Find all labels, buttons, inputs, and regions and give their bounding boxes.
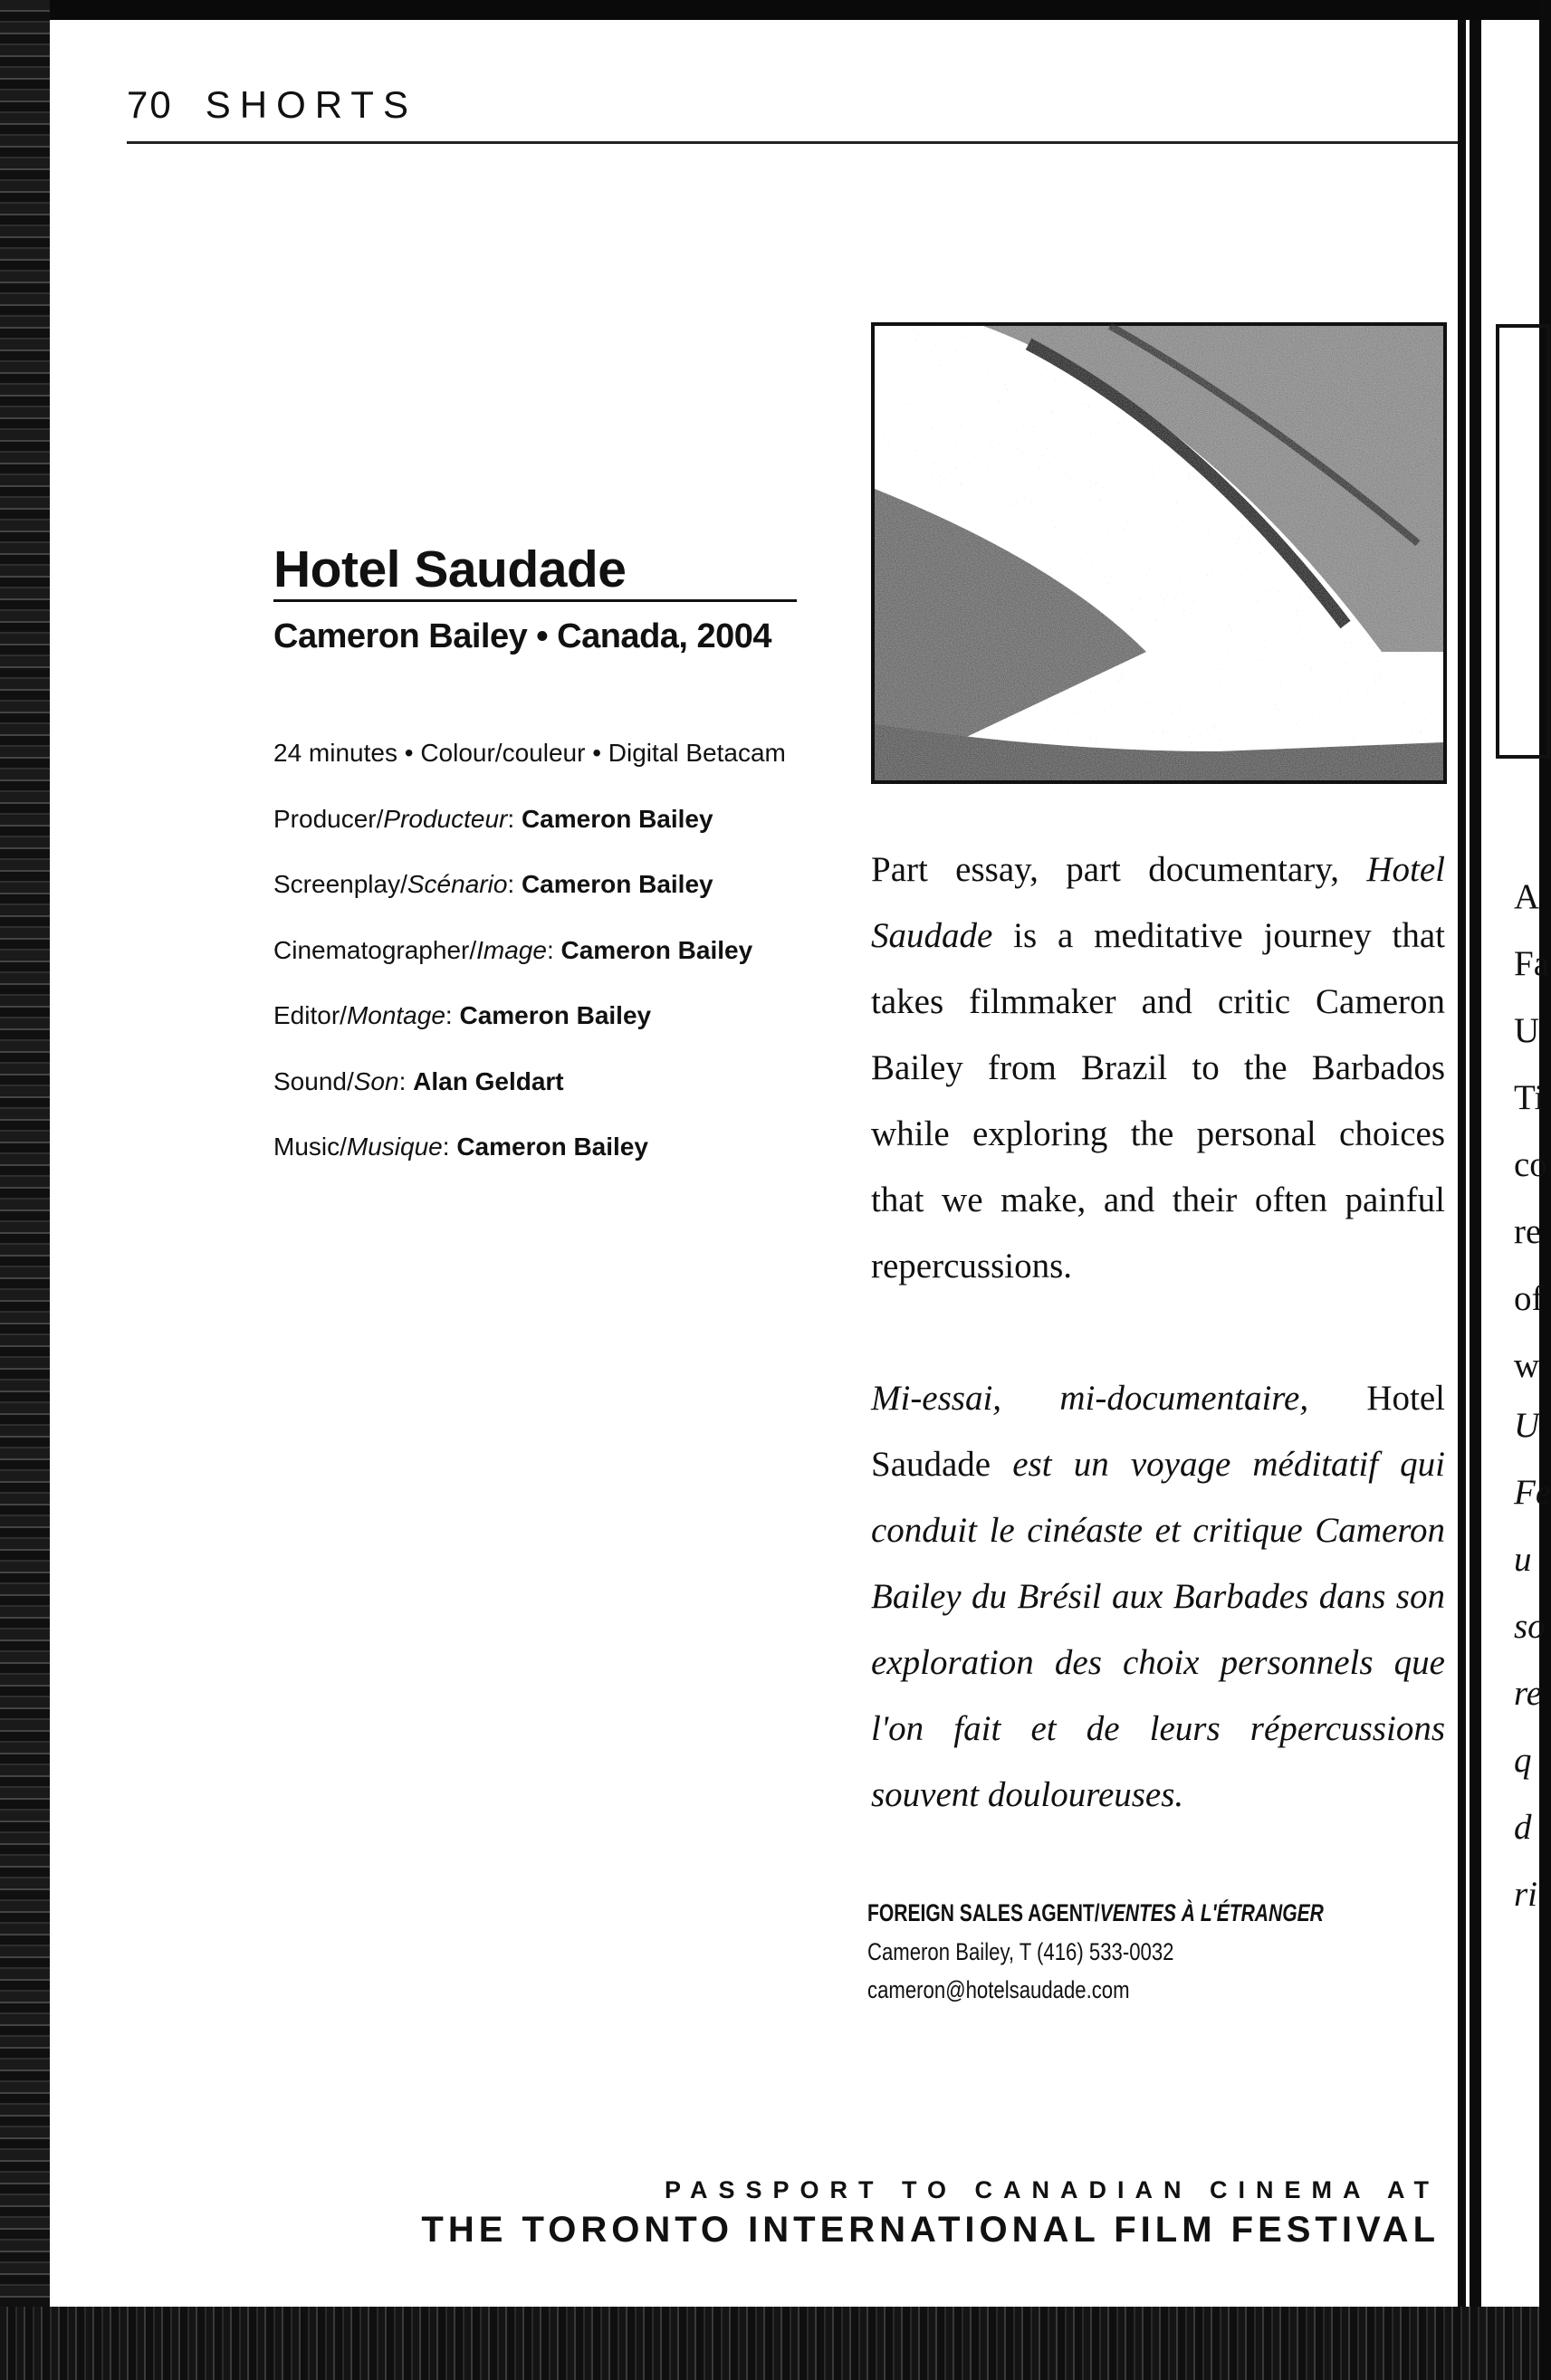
page-footer	[421, 2176, 1440, 2251]
adjacent-text-fragment: U	[1514, 1011, 1540, 1050]
adjacent-text-fragment: w	[1514, 1346, 1540, 1385]
adjacent-text-fragment: ri	[1514, 1875, 1538, 1914]
footer-tagline: PASSPORT TO CANADIAN CINEMA AT	[664, 2176, 1440, 2203]
sales-agent	[867, 1899, 1443, 2009]
page-number: 70	[127, 83, 173, 126]
page-gutter	[1458, 20, 1481, 2307]
adjacent-text-fragment: U	[1514, 1406, 1540, 1445]
adjacent-page-fragment	[1481, 20, 1551, 2307]
adjacent-text-fragment: A	[1514, 877, 1540, 916]
credit-row: Editor/Montage: Cameron Bailey	[273, 1001, 652, 1029]
adjacent-text-fragment: co	[1514, 1145, 1547, 1184]
sales-contact: Cameron Bailey, T (416) 533-0032	[867, 1938, 1174, 1965]
adjacent-text-fragment: re	[1514, 1674, 1543, 1713]
sales-email[interactable]: cameron@hotelsaudade.com	[867, 1976, 1130, 2003]
film-title: Hotel Saudade	[273, 540, 627, 598]
adjacent-photo	[1496, 324, 1550, 759]
adjacent-text-fragment: of	[1514, 1279, 1544, 1318]
title-underline	[273, 599, 797, 602]
footer-festival: THE TORONTO INTERNATIONAL FILM FESTIVAL	[421, 2210, 1440, 2250]
adjacent-text-fragment: q	[1514, 1741, 1532, 1780]
film-still-image	[875, 326, 1443, 780]
adjacent-text-fragment: re	[1514, 1212, 1542, 1251]
description-english: Part essay, part documentary, Hotel Saudade is a meditative journey that takes filmmaker and critic Cameron Bailey from Brazil to the Barbados while exploring the personal choices that we make, and their often painful repercussions.	[871, 850, 1446, 1286]
credit-row: Producer/Producteur: Cameron Bailey	[273, 804, 713, 833]
header-rule	[127, 141, 1458, 144]
credits-list	[273, 721, 786, 1180]
film-still-photo	[871, 322, 1447, 784]
adjacent-text-fragment: Fa	[1514, 944, 1549, 983]
film-specs: 24 minutes • Colour/couleur • Digital Betacam	[273, 739, 786, 767]
credit-row: Music/Musique: Cameron Bailey	[273, 1133, 648, 1161]
adjacent-text-fragment: Fe	[1514, 1473, 1551, 1512]
film-byline: Cameron Bailey • Canada, 2004	[273, 617, 772, 655]
adjacent-text-fragment: so	[1514, 1607, 1546, 1646]
sales-heading: FOREIGN SALES AGENT/VENTES À L'ÉTRANGER	[867, 1899, 1324, 1926]
adjacent-text-fragment: d	[1514, 1808, 1532, 1847]
credit-row: Cinematographer/Image: Cameron Bailey	[273, 935, 753, 964]
adjacent-text-fragment: Ti	[1514, 1078, 1545, 1117]
scan-border-bottom	[0, 2307, 1539, 2380]
credit-row: Screenplay/Scénario: Cameron Bailey	[273, 870, 713, 898]
description-french: Mi-essai, mi-documentaire, Hotel Saudade est un voyage méditatif qui conduit le cinéaste et critique Cameron Bailey du Brésil aux Barbades dans son exploration des choix personnels que l'on fait et de leurs répercussions souvent douloureuses.	[871, 1379, 1446, 1814]
page-header	[127, 83, 417, 127]
section-title: SHORTS	[205, 83, 417, 126]
scan-border-left	[0, 0, 50, 2380]
credit-row: Sound/Son: Alan Geldart	[273, 1066, 564, 1095]
scan-border-top	[0, 0, 1539, 20]
adjacent-text-fragment: u	[1514, 1540, 1532, 1579]
